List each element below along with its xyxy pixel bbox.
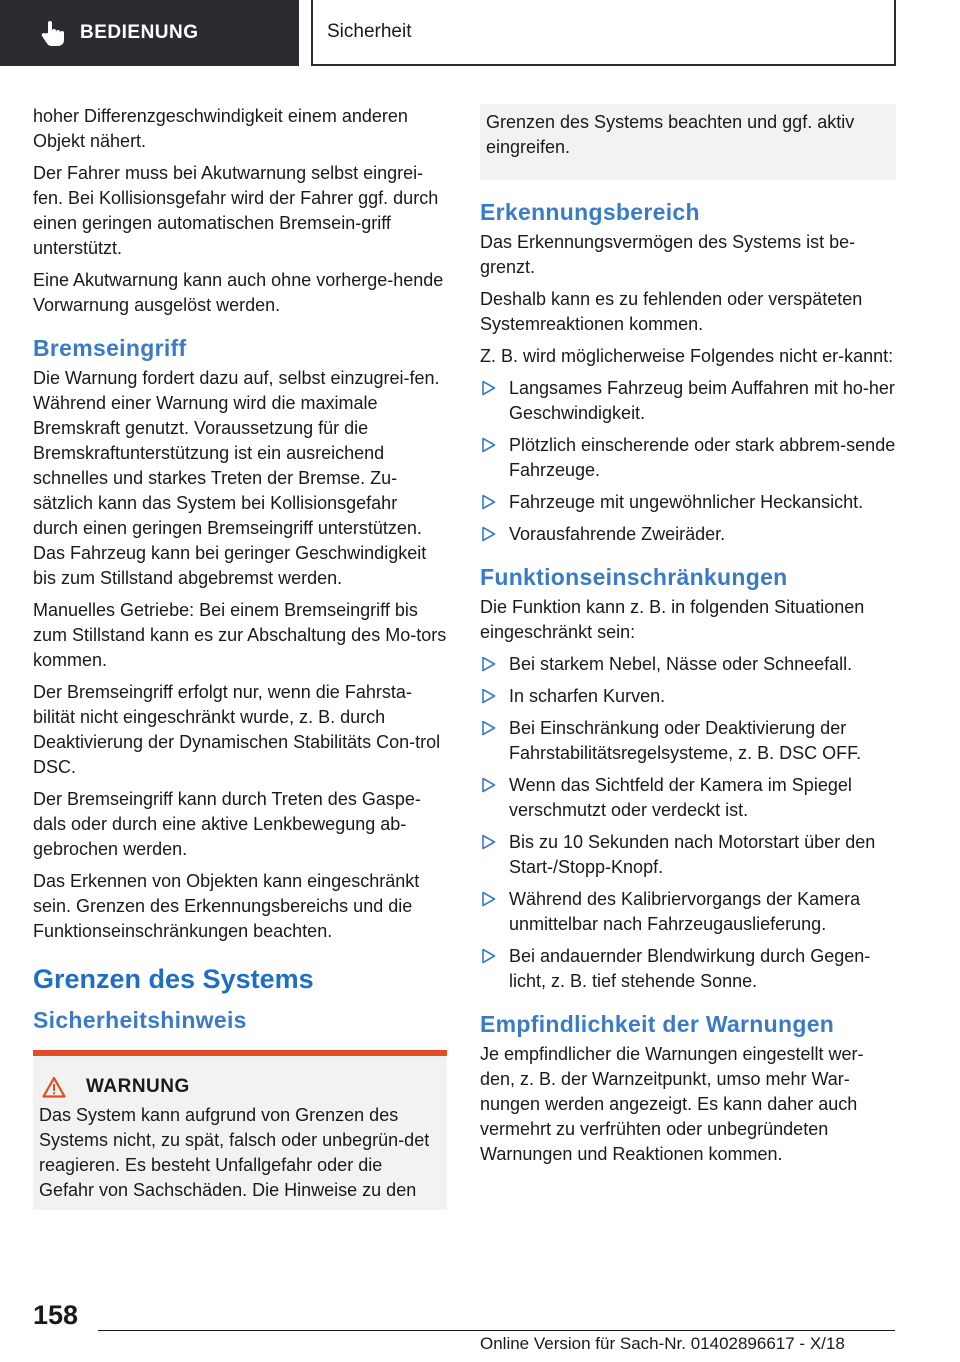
chapter-tab <box>311 0 896 66</box>
list-item <box>480 684 896 709</box>
list-item-text: Während des Kalibriervorgangs der Kamera unmittelbar nach Fahrzeugauslieferung. <box>509 889 861 934</box>
list-item <box>480 887 896 937</box>
warning-title: WARNUNG <box>86 1076 190 1097</box>
list-item-text: Vorausfahrende Zweiräder. <box>509 524 726 544</box>
list-item-text: Bei starkem Nebel, Nässe oder Schneefall. <box>509 654 853 674</box>
paragraph: Die Funktion kann z. B. in folgenden Situationen eingeschränkt sein: <box>480 597 865 642</box>
triangle-bullet-icon <box>482 948 496 964</box>
list-item-text: Bei Einschränkung oder Deaktivierung der Fahrstabilitätsregelsysteme, z. B. DSC OFF. <box>509 718 862 763</box>
list-item <box>480 944 896 994</box>
warning-triangle-icon <box>42 1076 66 1098</box>
heading-bremseingriff: Bremseingriff <box>33 335 187 361</box>
paragraph: Der Fahrer muss bei Akutwarnung selbst eingrei‐fen. Bei Kollisionsgefahr wird der Fahrer ggf. durch einen geringen automatischen Bremsein‐griff unterstützt. <box>33 163 439 258</box>
heading-funktionseinschraenkungen: Funktionseinschränkungen <box>480 564 788 590</box>
list-item-text: Bei andauernder Blendwirkung durch Gegen‐licht, z. B. tief stehende Sonne. <box>509 946 871 991</box>
paragraph: Z. B. wird möglicherweise Folgendes nicht er‐kannt: <box>480 346 894 366</box>
footer-version-text: Online Version für Sach-Nr. 01402896617 - X/18 <box>480 1334 845 1353</box>
triangle-bullet-icon <box>482 437 496 453</box>
list-item <box>480 830 896 880</box>
list-item <box>480 433 896 483</box>
list-item-text: Bis zu 10 Sekunden nach Motorstart über den Start-/Stopp-Knopf. <box>509 832 876 877</box>
paragraph: Das Erkennungsvermögen des Systems ist be‐grenzt. <box>480 232 856 277</box>
list-item <box>480 773 896 823</box>
warning-text: Das System kann aufgrund von Grenzen des Systems nicht, zu spät, falsch oder unbegrün‐det reagieren. Es besteht Unfallgefahr oder die Gefahr von Sachschäden. Die Hinweise zu den <box>39 1105 430 1200</box>
triangle-bullet-icon <box>482 891 496 907</box>
list-item <box>480 376 896 426</box>
section-label: BEDIENUNG <box>80 22 199 43</box>
triangle-bullet-icon <box>482 720 496 736</box>
heading-sicherheitshinweis: Sicherheitshinweis <box>33 1007 247 1033</box>
paragraph: hoher Differenzgeschwindigkeit einem anderen Objekt nähert. <box>33 106 408 151</box>
paragraph: Manuelles Getriebe: Bei einem Bremseingriff bis zum Stillstand kann es zur Abschaltung des Mo‐tors kommen. <box>33 600 447 670</box>
heading-grenzen-des-systems: Grenzen des Systems <box>33 964 314 994</box>
function-limits-list <box>480 652 896 994</box>
list-item <box>480 522 896 547</box>
triangle-bullet-icon <box>482 656 496 672</box>
box-text: Grenzen des Systems beachten und ggf. aktiv eingreifen. <box>486 112 855 157</box>
triangle-bullet-icon <box>482 380 496 396</box>
list-item-text: Langsames Fahrzeug beim Auffahren mit ho‐her Geschwindigkeit. <box>509 378 895 423</box>
paragraph: Eine Akutwarnung kann auch ohne vorherge‐hende Vorwarnung ausgelöst werden. <box>33 270 444 315</box>
warning-box <box>33 1050 447 1210</box>
detection-limits-list <box>480 376 896 547</box>
list-item-text: Wenn das Sichtfeld der Kamera im Spiegel verschmutzt oder verdeckt ist. <box>509 775 852 820</box>
warning-header <box>39 1074 441 1099</box>
paragraph: Deshalb kann es zu fehlenden oder verspäteten Systemreaktionen kommen. <box>480 289 863 334</box>
heading-erkennungsbereich: Erkennungsbereich <box>480 199 700 225</box>
section-tab <box>0 0 299 66</box>
triangle-bullet-icon <box>482 834 496 850</box>
triangle-bullet-icon <box>482 777 496 793</box>
list-item-text: In scharfen Kurven. <box>509 686 666 706</box>
list-item-text: Fahrzeuge mit ungewöhnlicher Heckansicht. <box>509 492 864 512</box>
paragraph: Die Warnung fordert dazu auf, selbst einzugrei‐fen. Während einer Warnung wird die maximale Bremskraft genutzt. Voraussetzung für die Bremskraftunterstützung ist ein ausreichend schnelles und starkes Treten der Bremse. Zu‐sätzlich kann das System bei Kollisionsgefahr durch einen geringen Bremseingriff unterstützen. Das Fahrzeug kann bei geringer Geschwindigkeit bis zum Stillstand abgebremst werden. <box>33 368 440 588</box>
hand-pointer-icon <box>40 19 66 47</box>
paragraph: Je empfindlicher die Warnungen eingestellt wer‐den, z. B. der Warnzeitpunkt, umso mehr War‐nungen werden angezeigt. Es kann daher auch vermehrt zu verfrühten oder unbegründeten Warnungen und Reaktionen kommen. <box>480 1044 864 1164</box>
triangle-bullet-icon <box>482 688 496 704</box>
list-item <box>480 490 896 515</box>
left-column <box>33 104 447 1210</box>
paragraph: Der Bremseingriff kann durch Treten des Gaspe‐dals oder durch eine aktive Lenkbewegung ab‐gebrochen werden. <box>33 789 421 859</box>
triangle-bullet-icon <box>482 494 496 510</box>
warning-continuation-box <box>480 104 896 180</box>
triangle-bullet-icon <box>482 526 496 542</box>
footer-divider <box>98 1330 895 1331</box>
list-item <box>480 716 896 766</box>
list-item <box>480 652 896 677</box>
right-column <box>480 104 896 1174</box>
page-number: 158 <box>33 1300 79 1330</box>
list-item-text: Plötzlich einscherende oder stark abbrem‐sende Fahrzeuge. <box>509 435 896 480</box>
heading-empfindlichkeit: Empfindlichkeit der Warnungen <box>480 1011 835 1037</box>
chapter-label: Sicherheit <box>327 21 412 42</box>
page-header <box>0 0 960 66</box>
paragraph: Das Erkennen von Objekten kann eingeschränkt sein. Grenzen des Erkennungsbereichs und die Funktionseinschränkungen beachten. <box>33 871 420 941</box>
paragraph: Der Bremseingriff erfolgt nur, wenn die Fahrsta‐bilität nicht eingeschränkt wurde, z. B. durch Deaktivierung der Dynamischen Stabilitäts Con‐trol DSC. <box>33 682 441 777</box>
